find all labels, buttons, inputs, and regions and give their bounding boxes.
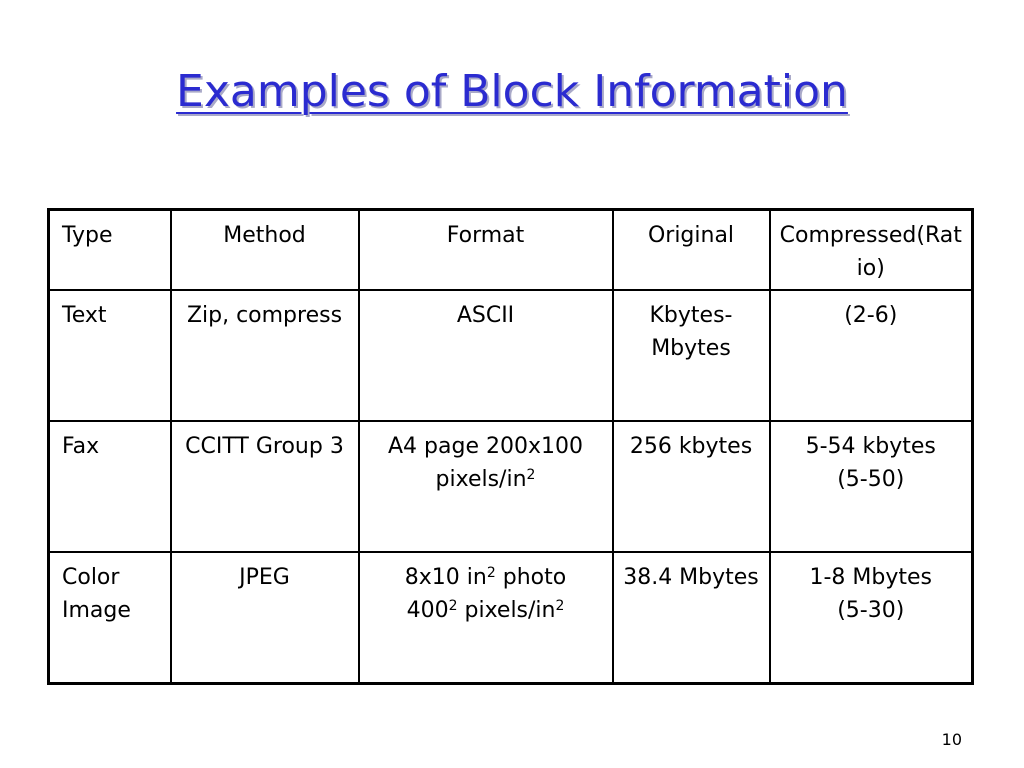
- block-information-table: [47, 208, 974, 685]
- compressed-size: 1-8 Mbytes: [809, 565, 932, 590]
- table-row: [49, 421, 973, 552]
- format-text: photo: [495, 565, 567, 590]
- cell-method: JPEG: [171, 552, 359, 683]
- header-type: Type: [49, 210, 171, 291]
- cell-compressed: (2-6): [770, 290, 973, 421]
- compressed-ratio: (5-50): [837, 467, 905, 492]
- header-method: Method: [171, 210, 359, 291]
- format-line-1: [368, 561, 604, 594]
- cell-format: [359, 421, 613, 552]
- format-text: pixels/in: [457, 598, 556, 623]
- format-text: A4 page 200x100 pixels/in: [388, 434, 583, 492]
- table-header-row: [49, 210, 973, 291]
- compressed-size: 5-54 kbytes: [805, 434, 936, 459]
- format-superscript: 2: [448, 598, 458, 614]
- format-text: 8x10 in: [404, 565, 487, 590]
- header-original: Original: [613, 210, 770, 291]
- header-compressed-ratio: Compressed(Ratio): [770, 210, 973, 291]
- header-format: Format: [359, 210, 613, 291]
- cell-format: [359, 552, 613, 683]
- format-line-2: [368, 594, 604, 627]
- cell-type: Text: [49, 290, 171, 421]
- table-row: [49, 290, 973, 421]
- format-superscript: 2: [486, 565, 496, 581]
- cell-type: Fax: [49, 421, 171, 552]
- format-superscript: 2: [555, 598, 565, 614]
- format-superscript: 2: [526, 467, 536, 483]
- compressed-ratio: (5-30): [837, 598, 905, 623]
- table-row: [49, 552, 973, 683]
- cell-original: Kbytes-Mbytes: [613, 290, 770, 421]
- cell-format: ASCII: [359, 290, 613, 421]
- cell-original: 256 kbytes: [613, 421, 770, 552]
- cell-method: Zip, compress: [171, 290, 359, 421]
- cell-method: CCITT Group 3: [171, 421, 359, 552]
- cell-compressed: [770, 552, 973, 683]
- page-number: 10: [941, 730, 962, 749]
- cell-type: Color Image: [49, 552, 171, 683]
- cell-original: 38.4 Mbytes: [613, 552, 770, 683]
- cell-compressed: [770, 421, 973, 552]
- format-text: 400: [406, 598, 449, 623]
- slide-title: Examples of Block Information: [176, 66, 848, 117]
